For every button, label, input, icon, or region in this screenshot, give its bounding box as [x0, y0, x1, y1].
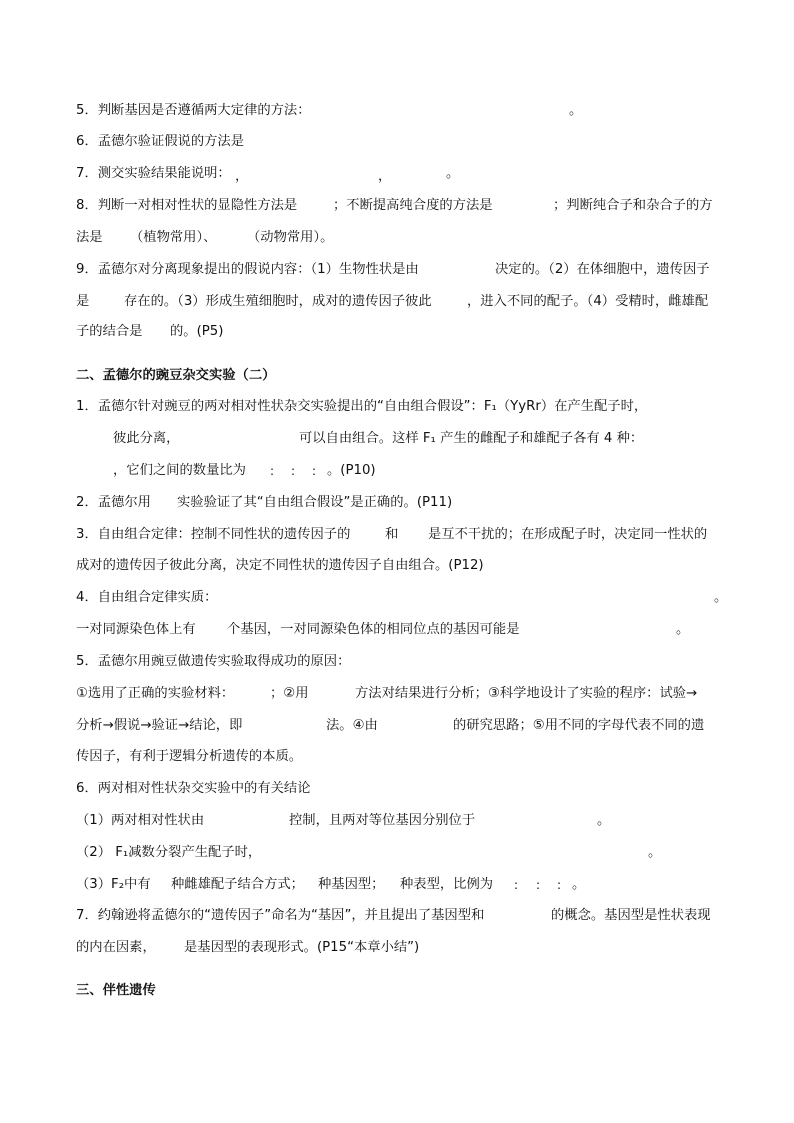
s2-question-1-line-3b: 。(P10) — [327, 463, 376, 478]
s2-question-7-line-2b: 是基因型的表现形式。(P15“本章小结”) — [184, 940, 420, 955]
question-7: 7．测交实验结果能说明： — [76, 166, 231, 181]
question-9-line-1b: 决定的。（2）在体细胞中，遗传因子 — [495, 262, 710, 277]
s2-question-7-line-1a: 7．约翰逊将孟德尔的“遗传因子”命名为“基因”，并且提出了基因型和 — [76, 908, 485, 923]
comma-mark: ， — [378, 169, 392, 184]
s2-question-2b: 实验验证了其“自由组合假设”是正确的。(P11) — [177, 495, 453, 510]
period-mark: 。 — [446, 166, 460, 181]
comma-mark: ， — [235, 169, 249, 184]
s2-question-3-line-1b: 和 — [385, 527, 399, 542]
s2-question-4-line-1: 4．自由组合定律实质： — [76, 590, 218, 605]
s2-question-3-line-1c: 是互不干扰的；在形成配子时，决定同一性状的 — [428, 527, 708, 542]
s2-question-1-line-2a: 彼此分离， — [113, 431, 180, 446]
period-mark: 。 — [569, 103, 583, 118]
s2-question-6-line-4a: （3）F₂中有 — [76, 877, 151, 892]
question-8-line-2a: 法是 — [76, 230, 103, 245]
ratio-colon: : — [291, 464, 296, 478]
question-8-line-1a: 8．判断一对相对性状的显隐性方法是 — [76, 198, 298, 213]
ratio-colon: : — [514, 878, 519, 892]
s2-question-1-line-3a: ，它们之间的数量比为 — [113, 463, 246, 478]
s2-question-6-line-4c: 种基因型； — [318, 877, 385, 892]
s2-question-6-line-3a: （2） F₁减数分裂产生配子时， — [76, 845, 262, 860]
question-8-line-1c: ；判断纯合子和杂合子的方 — [553, 198, 713, 213]
s2-question-7-line-2a: 的内在因素， — [76, 940, 156, 955]
s2-question-5-line-2c: 方法对结果进行分析；③科学地设计了实验的程序：试验→ — [355, 686, 698, 701]
question-9-line-2c: ，进入不同的配子。（4）受精时，雌雄配 — [467, 294, 709, 309]
s2-question-5-line-3c: 的研究思路；⑤用不同的字母代表不同的遗 — [453, 718, 705, 733]
s2-question-6-line-1: 6．两对相对性状杂交实验中的有关结论 — [76, 781, 311, 796]
s2-question-5-line-2b: ；②用 — [270, 686, 309, 701]
s2-question-6-line-4d: 种表型，比例为 — [400, 877, 494, 892]
s2-question-6-line-2b: 控制，且两对等位基因分别位于 — [289, 813, 476, 828]
period-mark: 。 — [714, 590, 728, 605]
s2-question-2a: 2．孟德尔用 — [76, 495, 151, 510]
question-9-line-2a: 是 — [76, 294, 90, 309]
period-mark: 。 — [572, 877, 586, 892]
s2-question-3-line-1a: 3．自由组合定律：控制不同性状的遗传因子的 — [76, 527, 351, 542]
s2-question-5-line-4: 传因子，有利于逻辑分析遗传的本质。 — [76, 749, 303, 764]
s2-question-5-line-1: 5．孟德尔用豌豆做遗传实验取得成功的原因： — [76, 654, 351, 669]
s2-question-5-line-3a: 分析→假说→验证→结论，即 — [76, 718, 243, 733]
s2-question-7-line-1b: 的概念。基因型是性状表现 — [551, 908, 711, 923]
ratio-colon: : — [536, 878, 541, 892]
s2-question-4-line-2b: 个基因，一对同源染色体的相同位点的基因可能是 — [227, 622, 520, 637]
ratio-colon: : — [557, 878, 562, 892]
question-5 — [76, 102, 311, 120]
question-9-line-1a: 9．孟德尔对分离现象提出的假说内容：（1）生物性状是由 — [76, 262, 419, 277]
s2-question-3-line-2: 成对的遗传因子彼此分离，决定不同性状的遗传因子自由组合。(P12) — [76, 558, 484, 573]
period-mark: 。 — [648, 845, 662, 860]
s2-question-1-line-1: 1．孟德尔针对豌豆的两对相对性状杂交实验提出的“自由组合假设”：F₁（YyRr）在产生配子时， — [76, 399, 648, 414]
question-9-line-2b: 存在的。（3）形成生殖细胞时，成对的遗传因子彼此 — [124, 294, 432, 309]
question-9-line-3a: 子的结合是 — [76, 324, 143, 339]
question-8-line-2c: （动物常用）。 — [247, 230, 334, 245]
s2-question-5-line-3b: 法。④由 — [326, 718, 378, 733]
section-heading-3: 三、伴性遗传 — [76, 983, 156, 998]
period-mark: 。 — [676, 622, 690, 637]
question-text: 5．判断基因是否遵循两大定律的方法： — [76, 103, 311, 118]
question-9-line-3b: 的。(P5) — [170, 324, 224, 339]
s2-question-4-line-2a: 一对同源染色体上有 — [76, 622, 196, 637]
s2-question-1-line-2b: 可以自由组合。这样 F₁ 产生的雌配子和雄配子各有 4 种： — [299, 431, 644, 446]
ratio-colon: : — [312, 464, 317, 478]
period-mark: 。 — [597, 813, 611, 828]
s2-question-6-line-2a: （1）两对相对性状由 — [76, 813, 205, 828]
section-heading-2: 二、孟德尔的豌豆杂交实验（二） — [76, 368, 276, 383]
ratio-colon: : — [270, 464, 275, 478]
question-6: 6．孟德尔验证假说的方法是 — [76, 134, 245, 149]
question-8-line-2b: （植物常用）、 — [130, 230, 217, 245]
question-8-line-1b: ；不断提高纯合度的方法是 — [333, 198, 493, 213]
s2-question-6-line-4b: 种雌雄配子结合方式； — [171, 877, 304, 892]
s2-question-5-line-2a: ①选用了正确的实验材料： — [76, 686, 235, 701]
